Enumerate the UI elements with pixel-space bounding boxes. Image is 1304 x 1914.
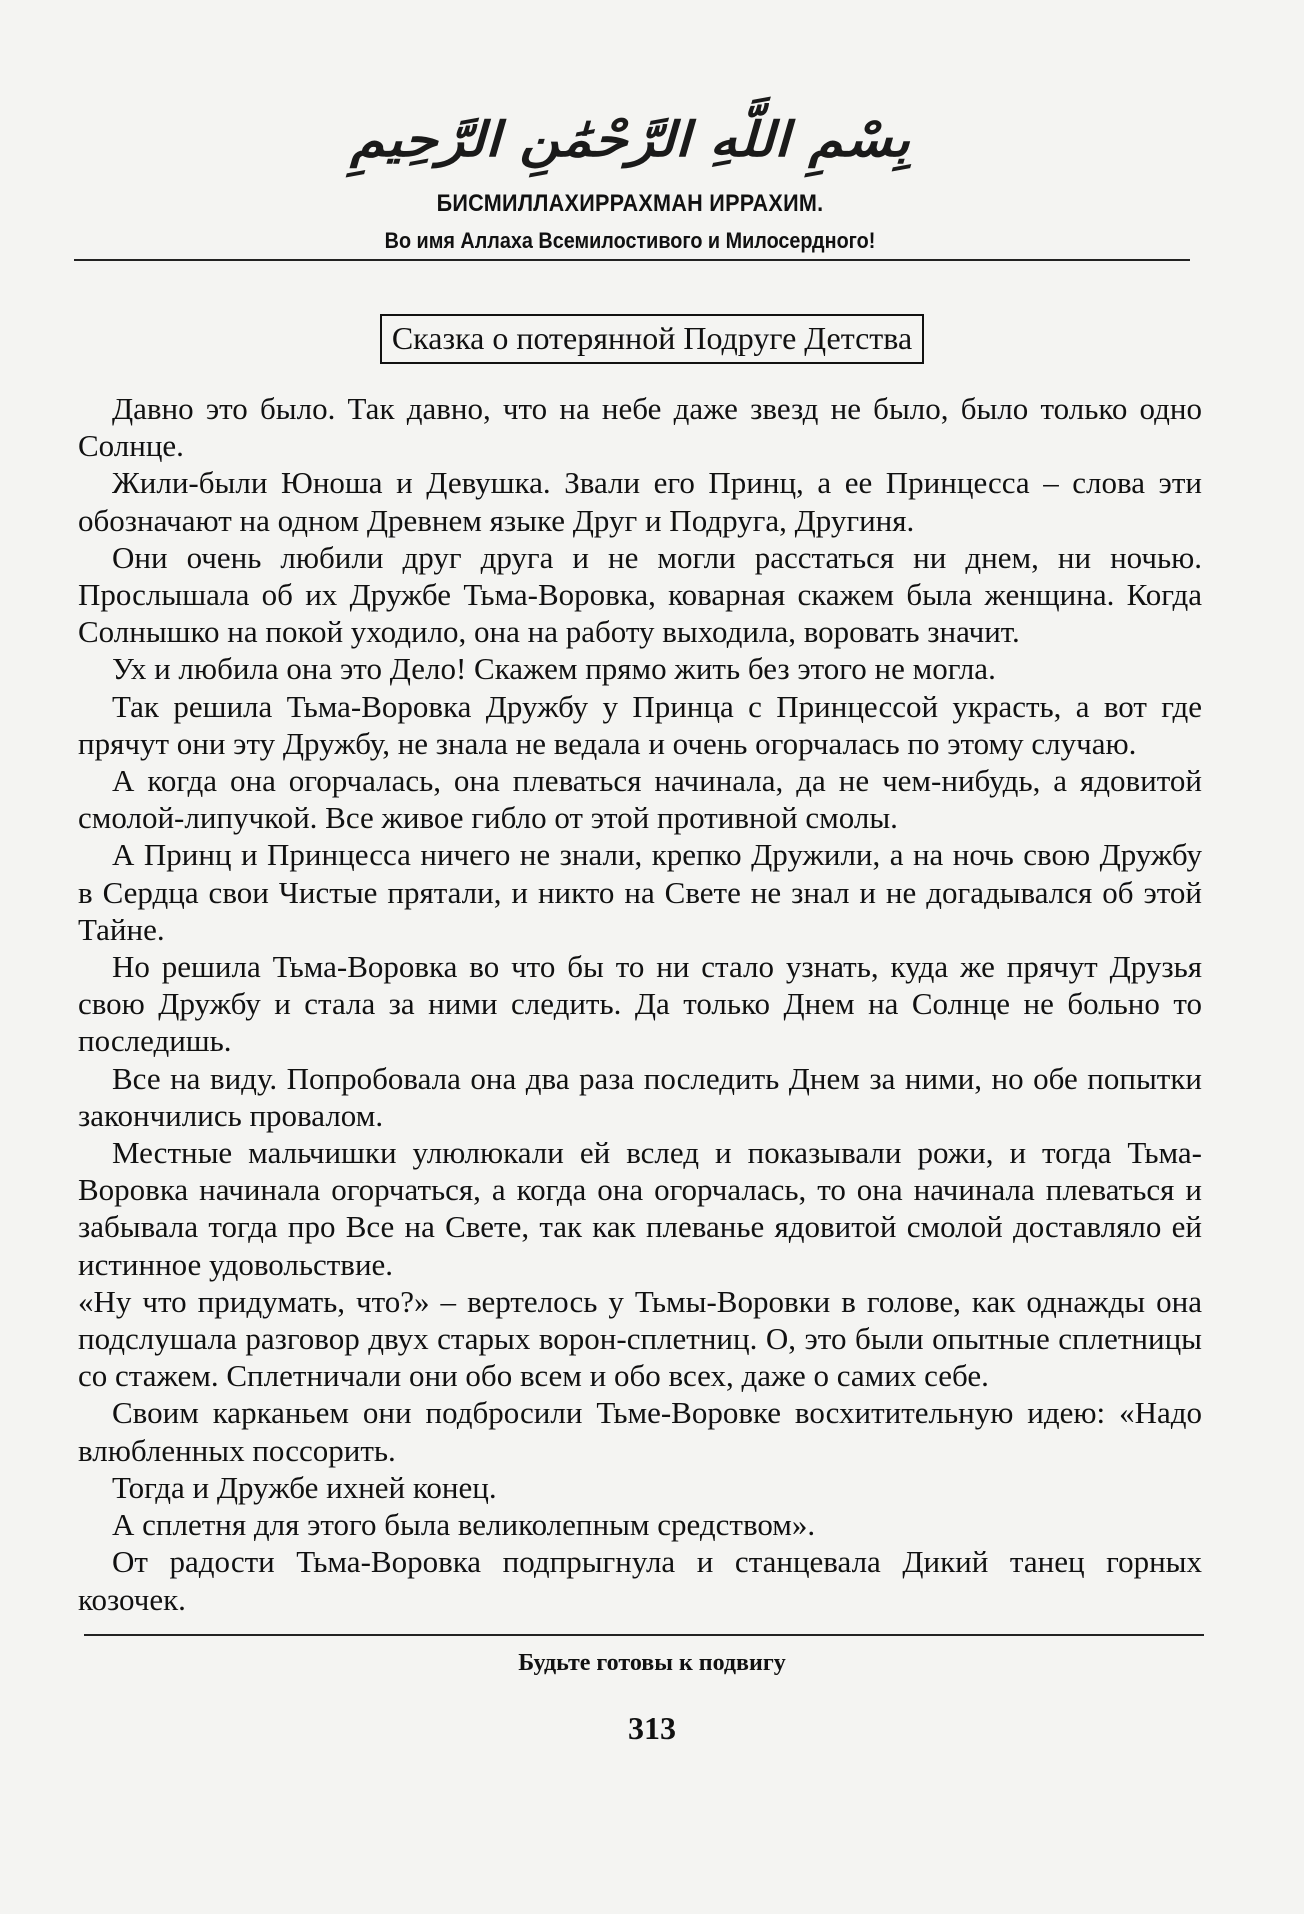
story-paragraph: А Принц и Принцесса ничего не знали, крепко Дружили, а на ночь свою Дружбу в Сердца свои Чистые прятали, и никто на Свете не знал и не догадывался об этой Тайне. (78, 837, 1202, 947)
running-footer: Будьте готовы к подвигу (518, 1650, 786, 1676)
page-header (70, 110, 1190, 254)
story-paragraph: Так решила Тьма-Воровка Дружбу у Принца с Принцессой украсть, а вот где прячут они эту Дружбу, не знала не ведала и очень огорчалась по этому случаю. (78, 688, 1202, 761)
story-title-container (0, 314, 1304, 364)
story-paragraph: Местные мальчишки улюлюкали ей вслед и показывали рожи, и тогда Тьма-Воровка начинала огорчаться, а когда она огорчалась, то она начинала плеваться и забывала тогда про Все на Свете, так как плеванье ядовитой смолой доставляло ей истинное удовольствие. (78, 1135, 1202, 1282)
bismillah-heading: БИСМИЛЛАХИРРАХМАН ИРРАХИМ. (436, 190, 824, 217)
story-paragraph: Тогда и Дружбе ихней конец. (112, 1469, 497, 1505)
header-divider (74, 259, 1190, 261)
header-subtitle: Во имя Аллаха Всемилостивого и Милосердного! (384, 228, 876, 253)
story-paragraph: Все на виду. Попробовала она два раза последить Днем за ними, но обе попытки закончились провалом. (78, 1060, 1202, 1133)
story-paragraph: Давно это было. Так давно, что на небе даже звезд не было, было только одно Солнце. (78, 391, 1202, 464)
story-title: Сказка о потерянной Подруге Детства (380, 314, 924, 364)
page-number: 313 (628, 1710, 676, 1746)
story-paragraph: Жили-были Юноша и Девушка. Звали его Принц, а ее Принцесса – слова эти обозначают на одном Древнем языке Друг и Подруга, Другиня. (78, 465, 1202, 538)
story-paragraph: Своим карканьем они подбросили Тьме-Воровке восхитительную идею: «Надо влюбленных поссорить. (78, 1395, 1202, 1468)
story-body (78, 390, 1202, 1618)
story-paragraph: Но решила Тьма-Воровка во что бы то ни стало узнать, куда же прячут Друзья свою Дружбу и стала за ними следить. Да только Днем на Солнце не больно то последишь. (78, 949, 1202, 1059)
story-paragraph: Они очень любили друг друга и не могли расстаться ни днем, ни ночью. Прослышала об их Дружбе Тьма-Воровка, коварная скажем была женщина. Когда Солнышко на покой уходило, она на работу выходила, воровать значит. (78, 539, 1202, 650)
story-paragraph: «Ну что придумать, что?» – вертелось у Тьмы-Воровки в голове, как однажды она подслушала разговор двух старых ворон-сплетниц. О, это были опытные сплетницы со стажем. Сплетничали они обо всем и обо всех, даже о самих себе. (78, 1283, 1202, 1394)
story-paragraph: А сплетня для этого была великолепным средством». (112, 1507, 816, 1543)
arabic-calligraphy-logo: بِسْمِ اللَّهِ الرَّحْمَٰنِ الرَّحِيمِ (350, 112, 910, 168)
story-paragraph: А когда она огорчалась, она плеваться начинала, да не чем-нибудь, а ядовитой смолой-липучкой. Все живое гибло от этой противной смолы. (78, 763, 1202, 836)
footer-divider (84, 1634, 1204, 1636)
story-paragraph: Ух и любила она это Дело! Скажем прямо жить без этого не могла. (112, 651, 996, 687)
story-paragraph: От радости Тьма-Воровка подпрыгнула и станцевала Дикий танец горных козочек. (78, 1544, 1202, 1617)
